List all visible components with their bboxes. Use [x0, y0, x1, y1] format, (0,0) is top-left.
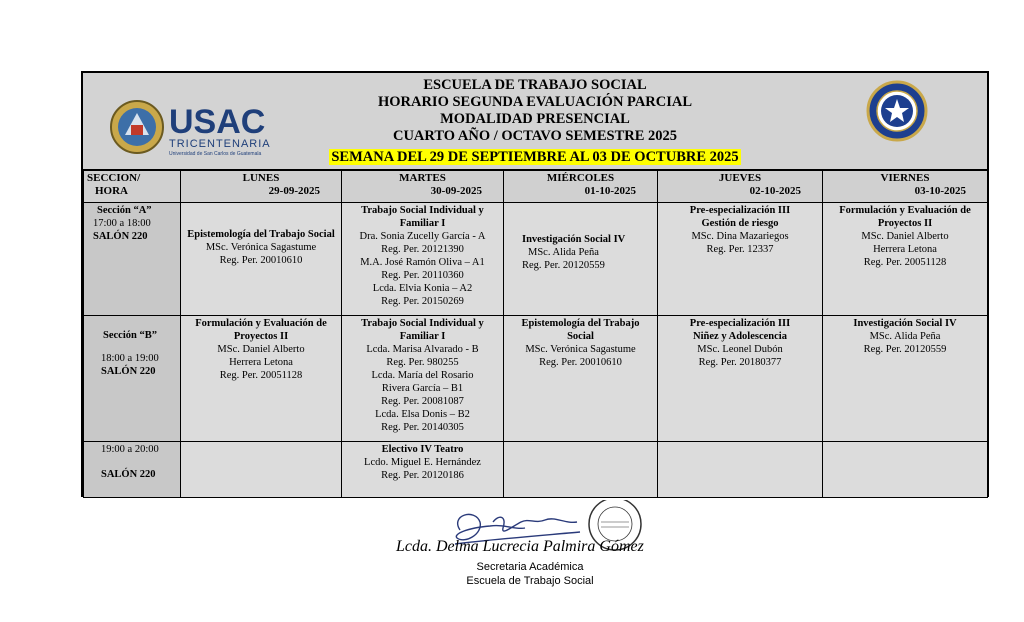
room-label: SALÓN 220 — [101, 366, 156, 377]
day-label: VIERNES — [880, 172, 930, 184]
reg-line: Reg. Per. 12337 — [706, 244, 774, 255]
course-name: Electivo IV Teatro — [381, 444, 464, 455]
header-section-label: SECCION/ — [87, 172, 141, 184]
reg-line: Reg. Per. 20051128 — [219, 370, 303, 381]
slot-a-thursday — [658, 203, 823, 316]
slot-a-monday — [181, 203, 342, 316]
reg-line: Reg. Per. 20121390 — [381, 244, 464, 255]
reg-line: Reg. Per. 20010610 — [539, 357, 622, 368]
header-section-hour — [84, 171, 181, 203]
slot-c-thursday — [658, 442, 823, 498]
schedule-table — [83, 170, 988, 498]
date-label: 01-10-2025 — [584, 185, 636, 197]
slot-a-friday — [823, 203, 988, 316]
header-monday — [181, 171, 342, 203]
slot-a-tuesday — [342, 203, 504, 316]
course-name: Formulación y Evaluación de Proyectos II — [839, 205, 971, 229]
usac-tricentenaria: TRICENTENARIA — [169, 138, 271, 150]
usac-wordmark: USAC — [169, 103, 266, 141]
slot-c-tuesday — [342, 442, 504, 498]
course-name: Pre-especialización III — [689, 205, 791, 216]
teacher-line: Lcdo. Miguel E. Hernández — [364, 457, 481, 468]
time-label: 17:00 a 18:00 — [93, 218, 151, 229]
day-label: JUEVES — [718, 172, 762, 184]
teacher-line: Lcda. Marisa Alvarado - B — [366, 344, 479, 355]
slot-c-friday — [823, 442, 988, 498]
course-subtitle: Niñez y Adolescencia — [693, 331, 787, 342]
teacher-line: MSc. Daniel Alberto — [861, 231, 949, 242]
slot-c-wednesday — [504, 442, 658, 498]
section-b-cell — [84, 316, 181, 442]
table-header-row — [84, 171, 988, 203]
section-label: Sección “B” — [103, 330, 157, 341]
section-label: Sección “A” — [97, 205, 152, 216]
header-wednesday — [504, 171, 658, 203]
teacher-line: MSc. Dina Mazariegos — [691, 231, 789, 242]
slot-b-thursday — [658, 316, 823, 442]
late-slot-cell — [84, 442, 181, 498]
course-name: Investigación Social IV — [522, 234, 626, 245]
day-label: MIÉRCOLES — [546, 172, 615, 184]
date-label: 30-09-2025 — [430, 185, 482, 197]
header-hour-label: HORA — [95, 185, 128, 197]
course-name: Epistemología del Trabajo Social — [521, 318, 640, 342]
teacher-line: Lcda. María del Rosario — [371, 370, 474, 381]
slot-b-wednesday — [504, 316, 658, 442]
teacher-line: Rivera García – B1 — [381, 383, 464, 394]
teacher-line: Lcda. Elsa Donis – B2 — [375, 409, 470, 420]
slot-b-friday — [823, 316, 988, 442]
day-label: LUNES — [242, 172, 280, 184]
reg-line: Reg. Per. 20010610 — [219, 255, 303, 266]
header-thursday — [658, 171, 823, 203]
teacher-line: Herrera Letona — [873, 244, 937, 255]
slot-b-tuesday — [342, 316, 504, 442]
teacher-line: MSc. Alida Peña — [869, 331, 941, 342]
modality-title: MODALIDAD PRESENCIAL — [440, 111, 630, 127]
table-row-section-b — [84, 316, 988, 442]
room-label: SALÓN 220 — [101, 469, 156, 480]
reg-line: Reg. Per. 20110360 — [381, 270, 464, 281]
reg-line: Reg. Per. 20180377 — [698, 357, 782, 368]
reg-line: Reg. Per. 20120559 — [863, 344, 947, 355]
teacher-line: MSc. Alida Peña — [528, 247, 599, 258]
signer-role: Secretaria Académica — [476, 561, 584, 573]
schedule-header — [83, 73, 987, 170]
teacher-line: MSc. Leonel Dubón — [697, 344, 783, 355]
week-highlight: SEMANA DEL 29 DE SEPTIEMBRE AL 03 DE OCTUBRE 2025 — [331, 149, 739, 165]
time-label: 19:00 a 20:00 — [101, 444, 159, 455]
header-tuesday — [342, 171, 504, 203]
date-label: 29-09-2025 — [268, 185, 320, 197]
reg-line: Reg. Per. 980255 — [386, 357, 459, 368]
course-name: Investigación Social IV — [853, 318, 957, 329]
course-name: Pre-especialización III — [689, 318, 791, 329]
reg-line: Reg. Per. 20150269 — [381, 296, 464, 307]
signer-school: Escuela de Trabajo Social — [466, 575, 594, 587]
course-name: Formulación y Evaluación de Proyectos II — [195, 318, 327, 342]
teacher-line: Lcda. Elvia Konia – A2 — [372, 283, 473, 294]
teacher-line: MSc. Verónica Sagastume — [525, 344, 636, 355]
signer-name: Lcda. Delma Lucrecia Palmira Gómez — [396, 538, 644, 555]
teacher-line: M.A. José Ramón Oliva – A1 — [360, 257, 485, 268]
reg-line: Reg. Per. 20120186 — [381, 470, 464, 481]
reg-line: Reg. Per. 20051128 — [863, 257, 947, 268]
reg-line: Reg. Per. 20120559 — [522, 260, 605, 271]
header-friday — [823, 171, 988, 203]
date-label: 02-10-2025 — [749, 185, 801, 197]
slot-c-monday — [181, 442, 342, 498]
week-banner — [83, 149, 987, 165]
year-semester-title: CUARTO AÑO / OCTAVO SEMESTRE 2025 — [392, 128, 678, 144]
course-subtitle: Gestión de riesgo — [701, 218, 779, 229]
course-name: Epistemología del Trabajo Social — [187, 229, 335, 240]
section-a-cell — [84, 203, 181, 316]
slot-a-wednesday — [504, 203, 658, 316]
schedule-sheet — [81, 71, 989, 497]
school-title: ESCUELA DE TRABAJO SOCIAL — [423, 77, 647, 93]
table-row-section-a — [84, 203, 988, 316]
teacher-line: MSc. Daniel Alberto — [217, 344, 305, 355]
course-name: Trabajo Social Individual y Familiar I — [361, 318, 484, 342]
schedule-title: HORARIO SEGUNDA EVALUACIÓN PARCIAL — [377, 94, 693, 110]
time-label: 18:00 a 19:00 — [101, 353, 159, 364]
course-name: Trabajo Social Individual y Familiar I — [361, 205, 484, 229]
reg-line: Reg. Per. 20140305 — [381, 422, 464, 433]
slot-b-monday — [181, 316, 342, 442]
teacher-line: Dra. Sonia Zucelly García - A — [359, 231, 486, 242]
room-label: SALÓN 220 — [93, 231, 148, 242]
table-row-late — [84, 442, 988, 498]
usac-university-name: Universidad de San Carlos de Guatemala — [169, 151, 262, 157]
reg-line: Reg. Per. 20081087 — [381, 396, 464, 407]
day-label: MARTES — [399, 172, 446, 184]
date-label: 03-10-2025 — [914, 185, 966, 197]
teacher-line: Herrera Letona — [229, 357, 293, 368]
teacher-line: MSc. Verónica Sagastume — [205, 242, 317, 253]
